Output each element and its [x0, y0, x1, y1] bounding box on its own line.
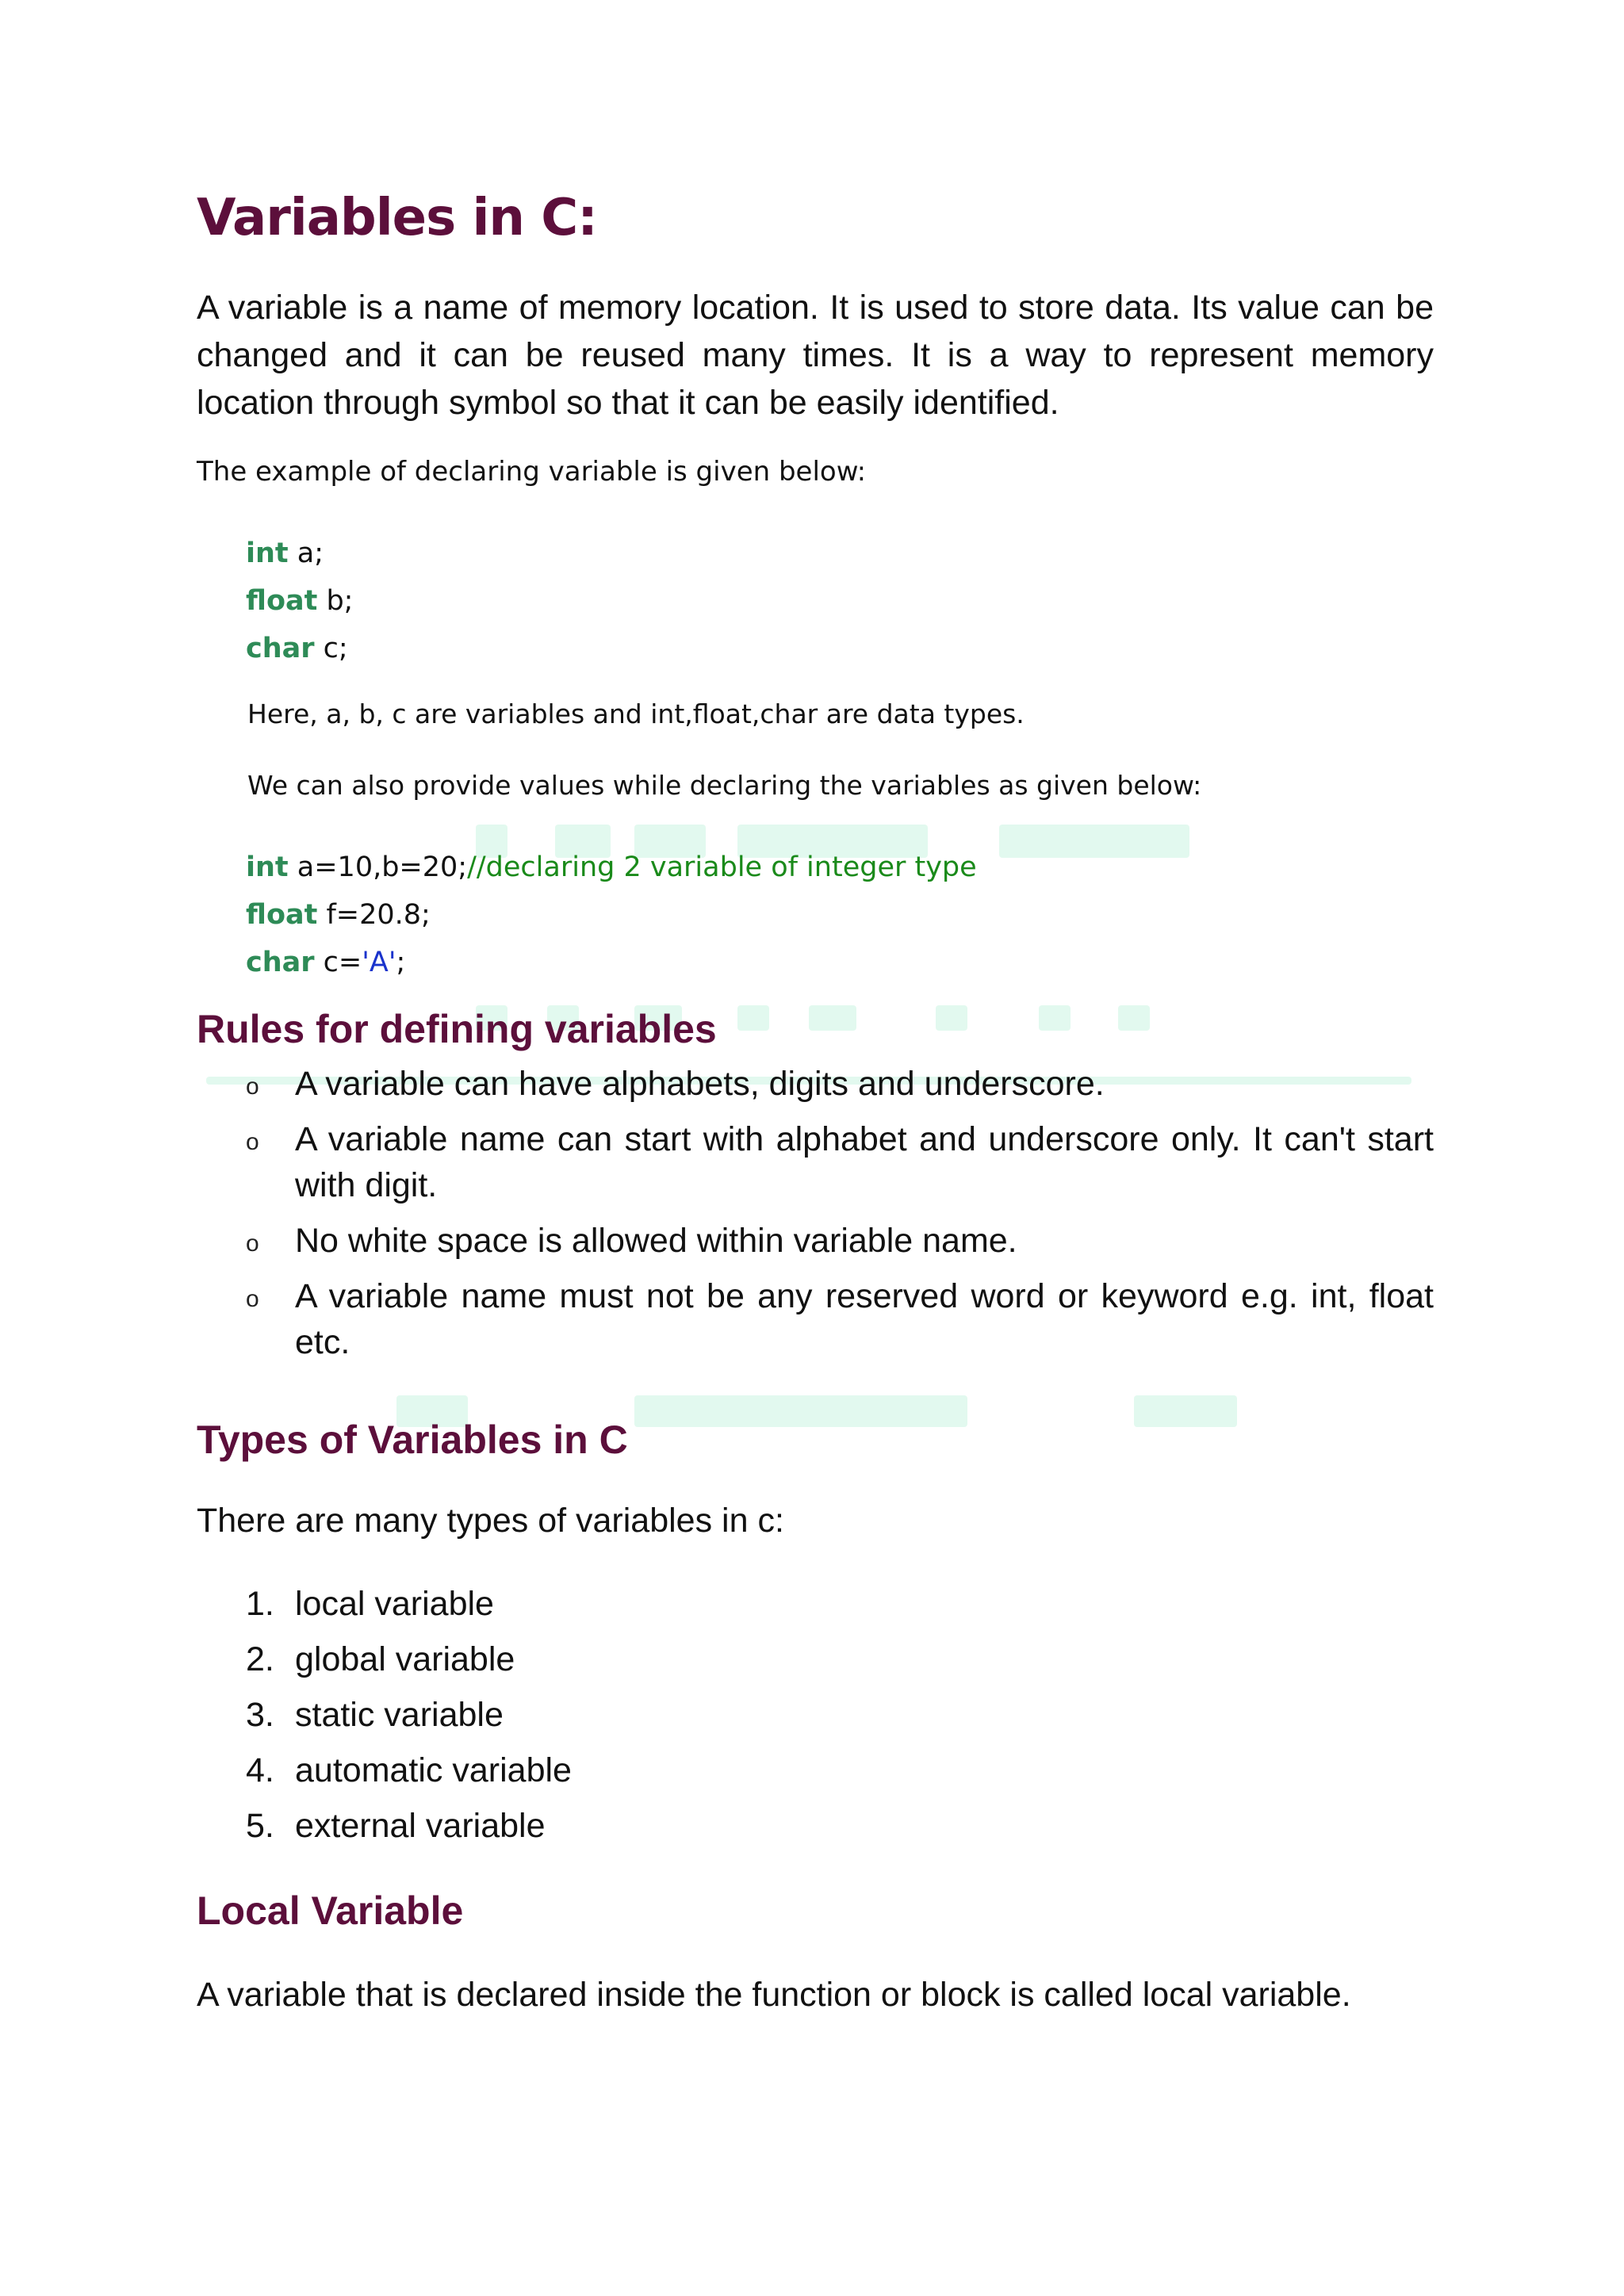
code-text: c; — [314, 633, 348, 664]
type-label: global variable — [295, 1640, 515, 1678]
code-block-declarations — [197, 530, 1434, 672]
code-keyword: int — [246, 851, 289, 883]
code-keyword: int — [246, 538, 289, 569]
list-number: 2. — [246, 1640, 274, 1678]
rules-heading: Rules for defining variables — [197, 1007, 717, 1051]
code-keyword: char — [246, 947, 315, 978]
rule-text: A variable name must not be any reserved word or keyword e.g. int, float etc. — [295, 1277, 1434, 1361]
code-line — [197, 891, 1434, 939]
type-label: external variable — [295, 1807, 546, 1845]
list-item — [197, 1218, 1434, 1264]
code-line — [197, 939, 1434, 986]
type-label: automatic variable — [295, 1751, 572, 1789]
rule-text: A variable can have alphabets, digits and underscore. — [295, 1065, 1105, 1103]
list-number: 3. — [246, 1696, 274, 1734]
code-text: a=10,b=20; — [288, 851, 468, 883]
code-text: f=20.8; — [317, 899, 431, 931]
code-string: 'A' — [362, 947, 396, 978]
types-heading: Types of Variables in C — [197, 1418, 628, 1462]
list-number: 5. — [246, 1807, 274, 1845]
code-line — [197, 530, 1434, 577]
example-intro: The example of declaring variable is given below: — [197, 456, 867, 488]
rule-text: A variable name can start with alphabet and underscore only. It can't start with digit. — [295, 1120, 1434, 1204]
document-content — [197, 174, 1434, 2019]
bullet-icon: o — [246, 1129, 259, 1155]
bullet-icon: o — [246, 1073, 259, 1100]
list-number: 1. — [246, 1585, 274, 1623]
rules-list — [197, 1061, 1434, 1365]
note-initialization: We can also provide values while declaring the variables as given below: — [247, 770, 1202, 801]
list-item — [197, 1632, 1434, 1687]
list-item — [197, 1116, 1434, 1208]
code-line — [197, 625, 1434, 672]
code-keyword: float — [246, 899, 318, 931]
page-title: Variables in C: — [197, 189, 597, 247]
code-comment: //declaring 2 variable of integer type — [467, 851, 977, 883]
code-text: ; — [396, 947, 406, 978]
list-item — [197, 1798, 1434, 1854]
types-list — [197, 1576, 1434, 1854]
local-variable-heading: Local Variable — [197, 1888, 464, 1933]
code-text: c= — [314, 947, 362, 978]
type-label: local variable — [295, 1585, 494, 1623]
code-line — [197, 577, 1434, 625]
bullet-icon: o — [246, 1230, 259, 1257]
types-intro: There are many types of variables in c: — [197, 1502, 784, 1540]
list-item — [197, 1687, 1434, 1743]
code-line — [197, 844, 1434, 891]
type-label: static variable — [295, 1696, 504, 1734]
list-item — [197, 1273, 1434, 1365]
code-keyword: float — [246, 585, 318, 617]
list-item — [197, 1576, 1434, 1632]
code-text: b; — [317, 585, 354, 617]
code-text: a; — [288, 538, 324, 569]
local-variable-text: A variable that is declared inside the function or block is called local variable. — [197, 1976, 1351, 2014]
list-item — [197, 1061, 1434, 1107]
code-keyword: char — [246, 633, 315, 664]
bullet-icon: o — [246, 1286, 259, 1312]
intro-paragraph: A variable is a name of memory location. It is used to store data. Its value can be changed and it can be reused many times. It is a way to represent memory location through symbol so that it can be easily identified. — [197, 289, 1434, 422]
code-block-initialization — [197, 844, 1434, 986]
note-data-types: Here, a, b, c are variables and int,float,char are data types. — [247, 698, 1025, 729]
list-item — [197, 1743, 1434, 1798]
list-number: 4. — [246, 1751, 274, 1789]
rule-text: No white space is allowed within variable name. — [295, 1222, 1017, 1260]
